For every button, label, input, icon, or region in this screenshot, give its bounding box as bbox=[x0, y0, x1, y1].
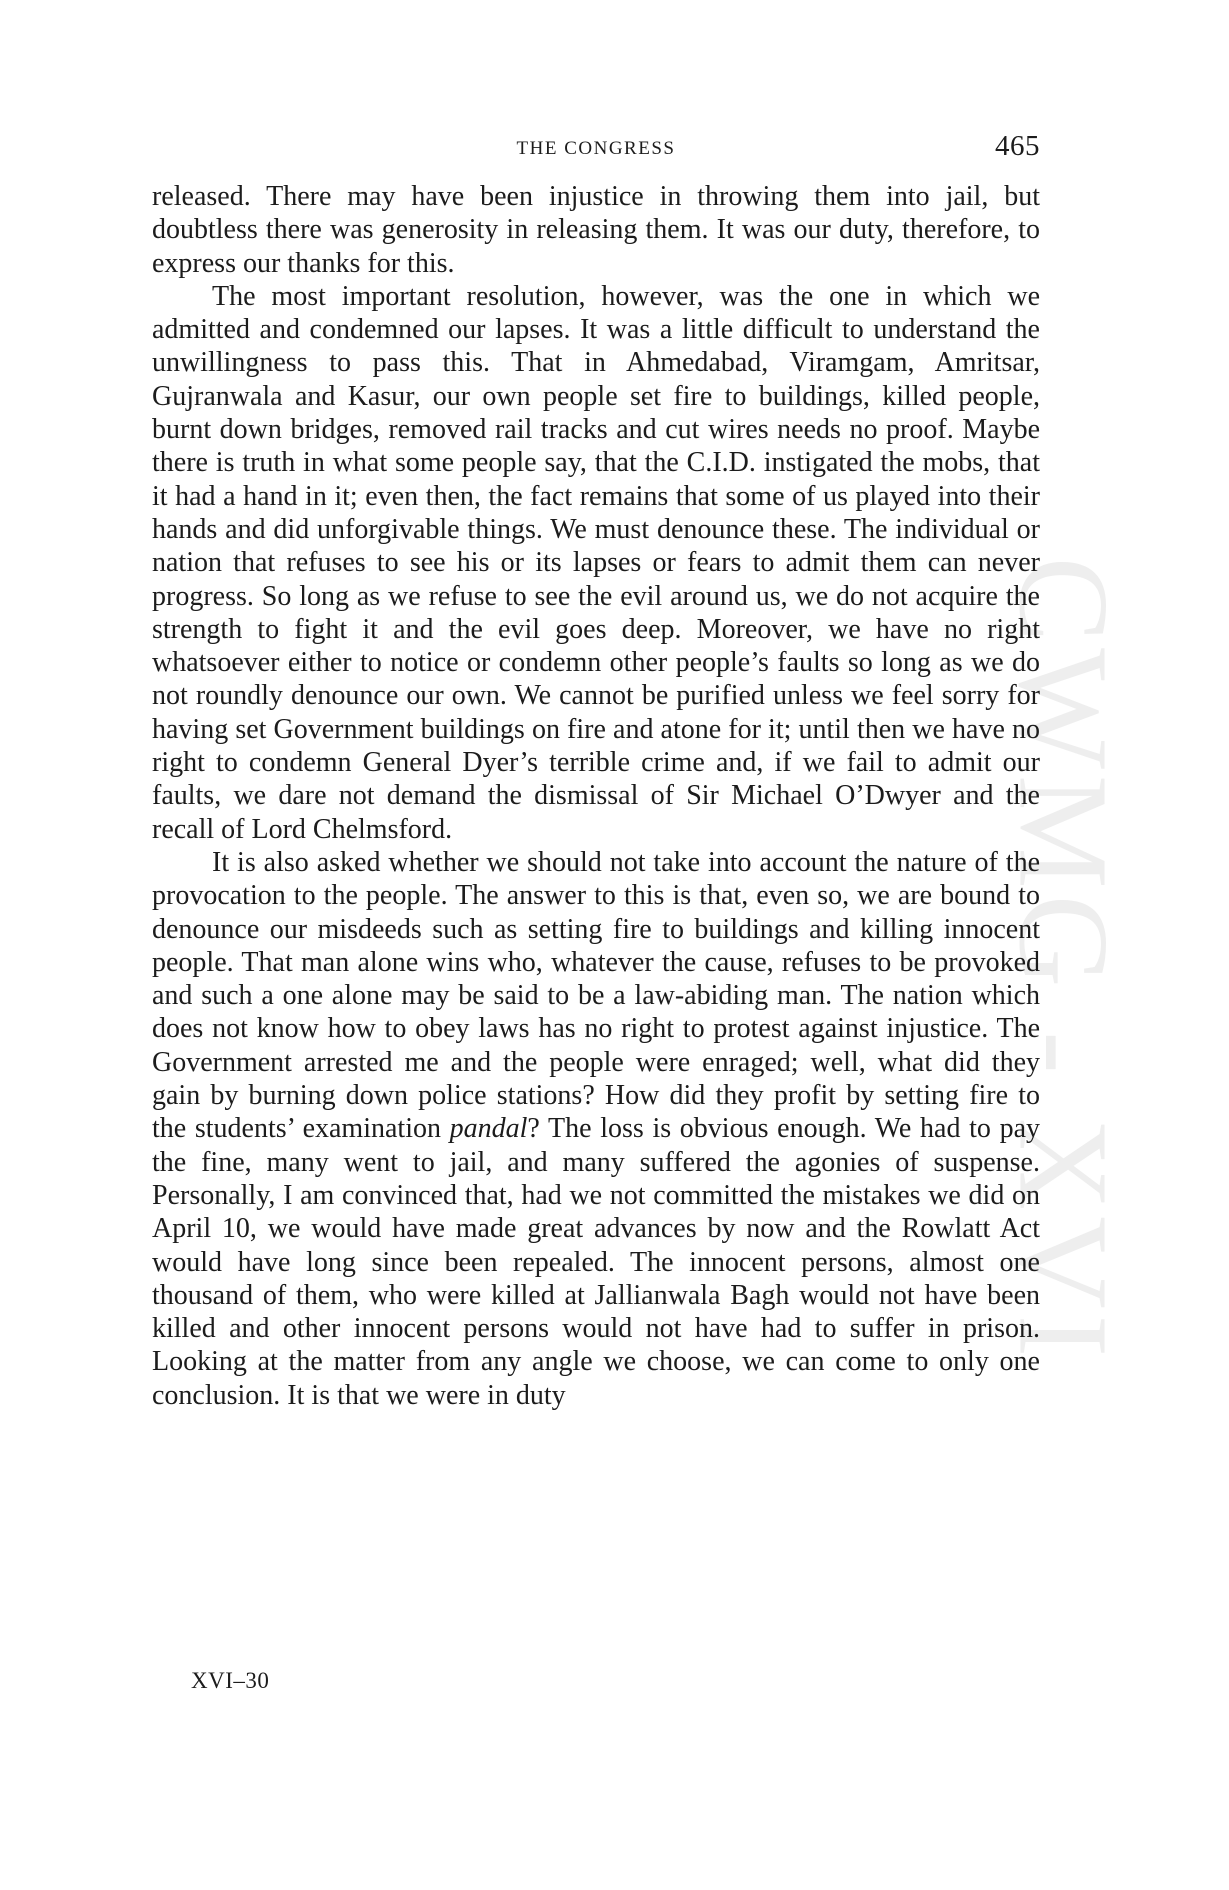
paragraph-3-text-after: ? The loss is obvious enough. We had to pay the fine, many went to jail, and many suffered the agonies of suspense. Personally, I am convinced that, had we not committed the mistakes we did on April 10, we would have made great advances by now and the Rowlatt Act would have long since been repealed. The innocent persons, almost one thousand of them, who were killed at Jallianwala Bagh would not have been killed and other innocent persons would not have had to suffer in prison. Looking at the matter from any angle we choose, we can come to only one conclusion. It is that we were in duty bbox=[152, 1113, 1040, 1411]
running-head bbox=[152, 130, 1040, 166]
paragraph-2: The most important resolution, however, was the one in which we admitted and condemned our lapses. It was a little difficult to understand the unwillingness to pass this. That in Ahmedabad, Viramgam, Amritsar, Gujranwala and Kasur, our own people set fire to buildings, killed people, burnt down bridges, removed rail tracks and cut wires needs no proof. Maybe there is truth in what some people say, that the C.I.D. instigated the mobs, that it had a hand in it; even then, the fact remains that some of us played into their hands and did unforgivable things. We must denounce these. The individual or nation that refuses to see his or its lapses or fears to admit them can never progress. So long as we refuse to see the evil around us, we do not acquire the strength to fight it and the evil goes deep. Moreover, we have no right whatsoever either to notice or condemn other people’s faults so long as we do not roundly denounce our own. We cannot be purified unless we feel sorry for having set Government buildings on fire and atone for it; until then we have no right to condemn General Dyer’s terrible crime and, if we fail to admit our faults, we dare not demand the dismissal of Sir Michael O’Dwyer and the recall of Lord Chelmsford. bbox=[152, 280, 1040, 845]
signature-mark: XVI–30 bbox=[191, 1668, 270, 1693]
paragraph-1: released. There may have been injustice in throwing them into jail, but doubtless there was generosity in releasing them. It was our duty, therefore, to express our thanks for this. bbox=[152, 181, 1040, 279]
body-text bbox=[152, 180, 1040, 1412]
running-title: THE CONGRESS bbox=[516, 138, 676, 159]
paragraph-3-text-before: It is also asked whether we should not take into account the nature of the provocation to the people. The answer to this is that, even so, we are bound to denounce our misdeeds such as setting fire to buildings and killing innocent people. That man alone wins who, whatever the cause, refuses to be provoked and such a one alone may be said to be a law-abiding man. The nation which does not know how to obey laws has no right to protest against injustice. The Government arrested me and the people were enraged; well, what did they gain by burning down police stations? How did they profit by setting fire to the students’ examination bbox=[152, 846, 1040, 1145]
page-number: 465 bbox=[995, 130, 1040, 162]
italic-word-pandal: pandal bbox=[449, 1113, 528, 1145]
watermark-text: CWMG - XVI bbox=[992, 556, 1135, 1364]
paragraph-3 bbox=[152, 846, 1040, 1412]
